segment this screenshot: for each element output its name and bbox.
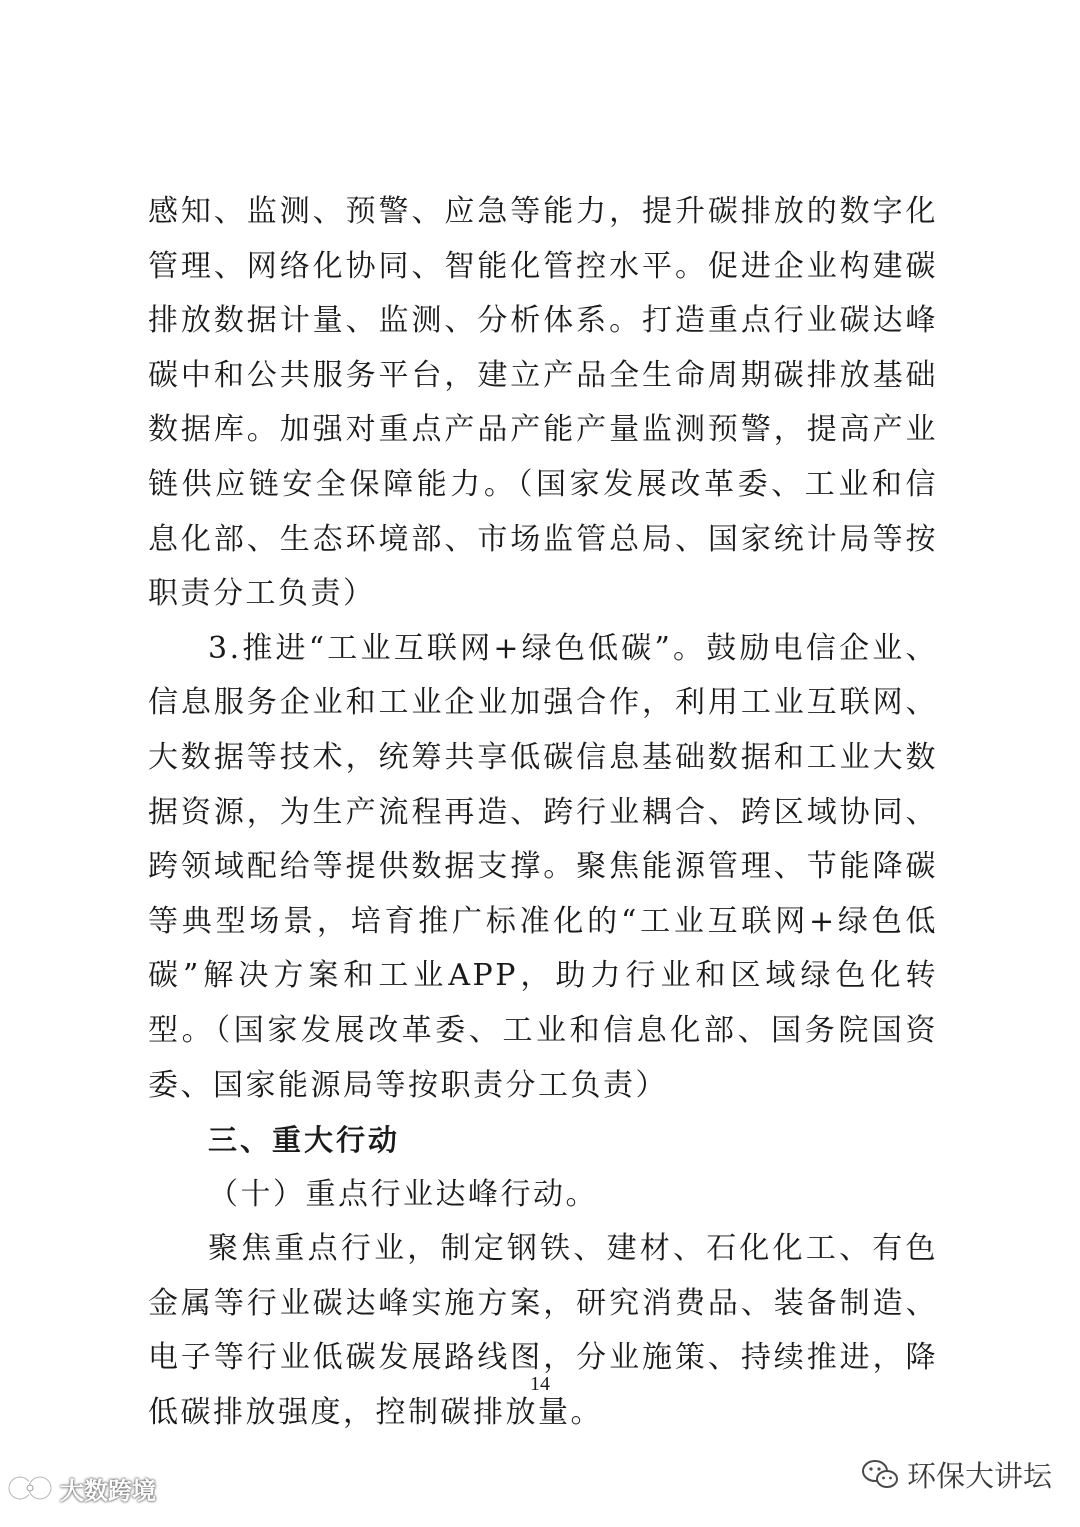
page-number: 14 — [530, 1373, 550, 1395]
paragraph-final: 聚焦重点行业，制定钢铁、建材、石化化工、有色金属等行业碳达峰实施方案，研究消费品、装备制造、电子等行业低碳发展路线图，分业施策、持续推进，降低碳排放强度，控制碳排放量。 — [148, 1231, 938, 1431]
watermark-left — [6, 1468, 156, 1508]
watermark-left-text: 大数跨境 — [60, 1476, 156, 1505]
dashu-logo-icon — [6, 1471, 56, 1505]
section-heading: 三、重大行动 — [208, 1123, 401, 1158]
paragraph-continued: 感知、监测、预警、应急等能力，提升碳排放的数字化管理、网络化协同、智能化管控水平。促进企业构建碳排放数据计量、监测、分析体系。打造重点行业碳达峰碳中和公共服务平台，建立产品全生命周期碳排放基础数据库。加强对重点产品产能产量监测预警，提高产业链供应链安全保障能力。（国家发展改革委、工业和信息化部、生态环境部、市场监管总局、国家统计局等按职责分工负责） — [148, 194, 938, 612]
watermark-right-text: 环保大讲坛 — [906, 1458, 1052, 1493]
watermark-right — [861, 1452, 1052, 1496]
wechat-icon — [861, 1458, 899, 1490]
document-body — [148, 185, 938, 1441]
paragraph-item-3: 3.推进“工业互联网+绿色低碳”。鼓励电信企业、信息服务企业和工业企业加强合作，利用工业互联网、大数据等技术，统筹共享低碳信息基础数据和工业大数据资源，为生产流程再造、跨行业耦合、跨区域协同、跨领域配给等提供数据支撑。聚焦能源管理、节能降碳等典型场景，培育推广标准化的“工业互联网+绿色低碳”解决方案和工业APP，助力行业和区域绿色化转型。（国家发展改革委、工业和信息化部、国务院国资委、国家能源局等按职责分工负责） — [148, 630, 938, 1103]
subsection-heading: （十）重点行业达峰行动。 — [208, 1176, 598, 1212]
